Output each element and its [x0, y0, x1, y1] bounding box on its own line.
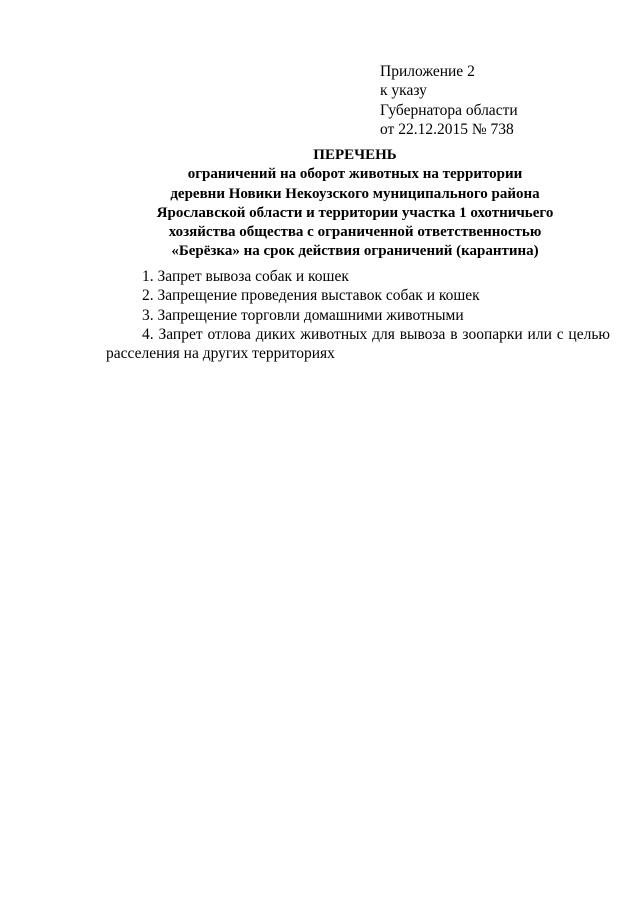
annex-line-decree: к указу: [380, 82, 427, 100]
title-line: ограничений на оборот животных на территории: [187, 166, 523, 183]
restrictions-list: [106, 267, 610, 363]
title-line: «Берёзка» на срок действия ограничений (карантина): [171, 243, 539, 260]
list-item: 3. Запрещение торговли домашними животными: [142, 306, 464, 324]
list-item: 4. Запрет отлова диких животных для вывоза в зоопарки или с целью расселения на других территориях: [106, 325, 610, 363]
annex-reference: [380, 62, 518, 139]
title-line: Ярославской области и территории участка 1 охотничьего: [156, 204, 554, 221]
title-line: хозяйства общества с ограниченной ответственностью: [168, 224, 542, 241]
title-line: деревни Новики Некоузского муниципального района: [170, 185, 540, 202]
document-title: [100, 146, 610, 262]
list-item: 2. Запрещение проведения выставок собак и кошек: [142, 287, 480, 305]
annex-line-date-number: от 22.12.2015 № 738: [380, 120, 514, 138]
annex-line-governor: Губернатора области: [380, 101, 518, 119]
annex-line-appendix: Приложение 2: [380, 63, 475, 80]
title-heading: ПЕРЕЧЕНЬ: [313, 147, 397, 163]
list-item: 1. Запрет вывоза собак и кошек: [142, 268, 349, 285]
